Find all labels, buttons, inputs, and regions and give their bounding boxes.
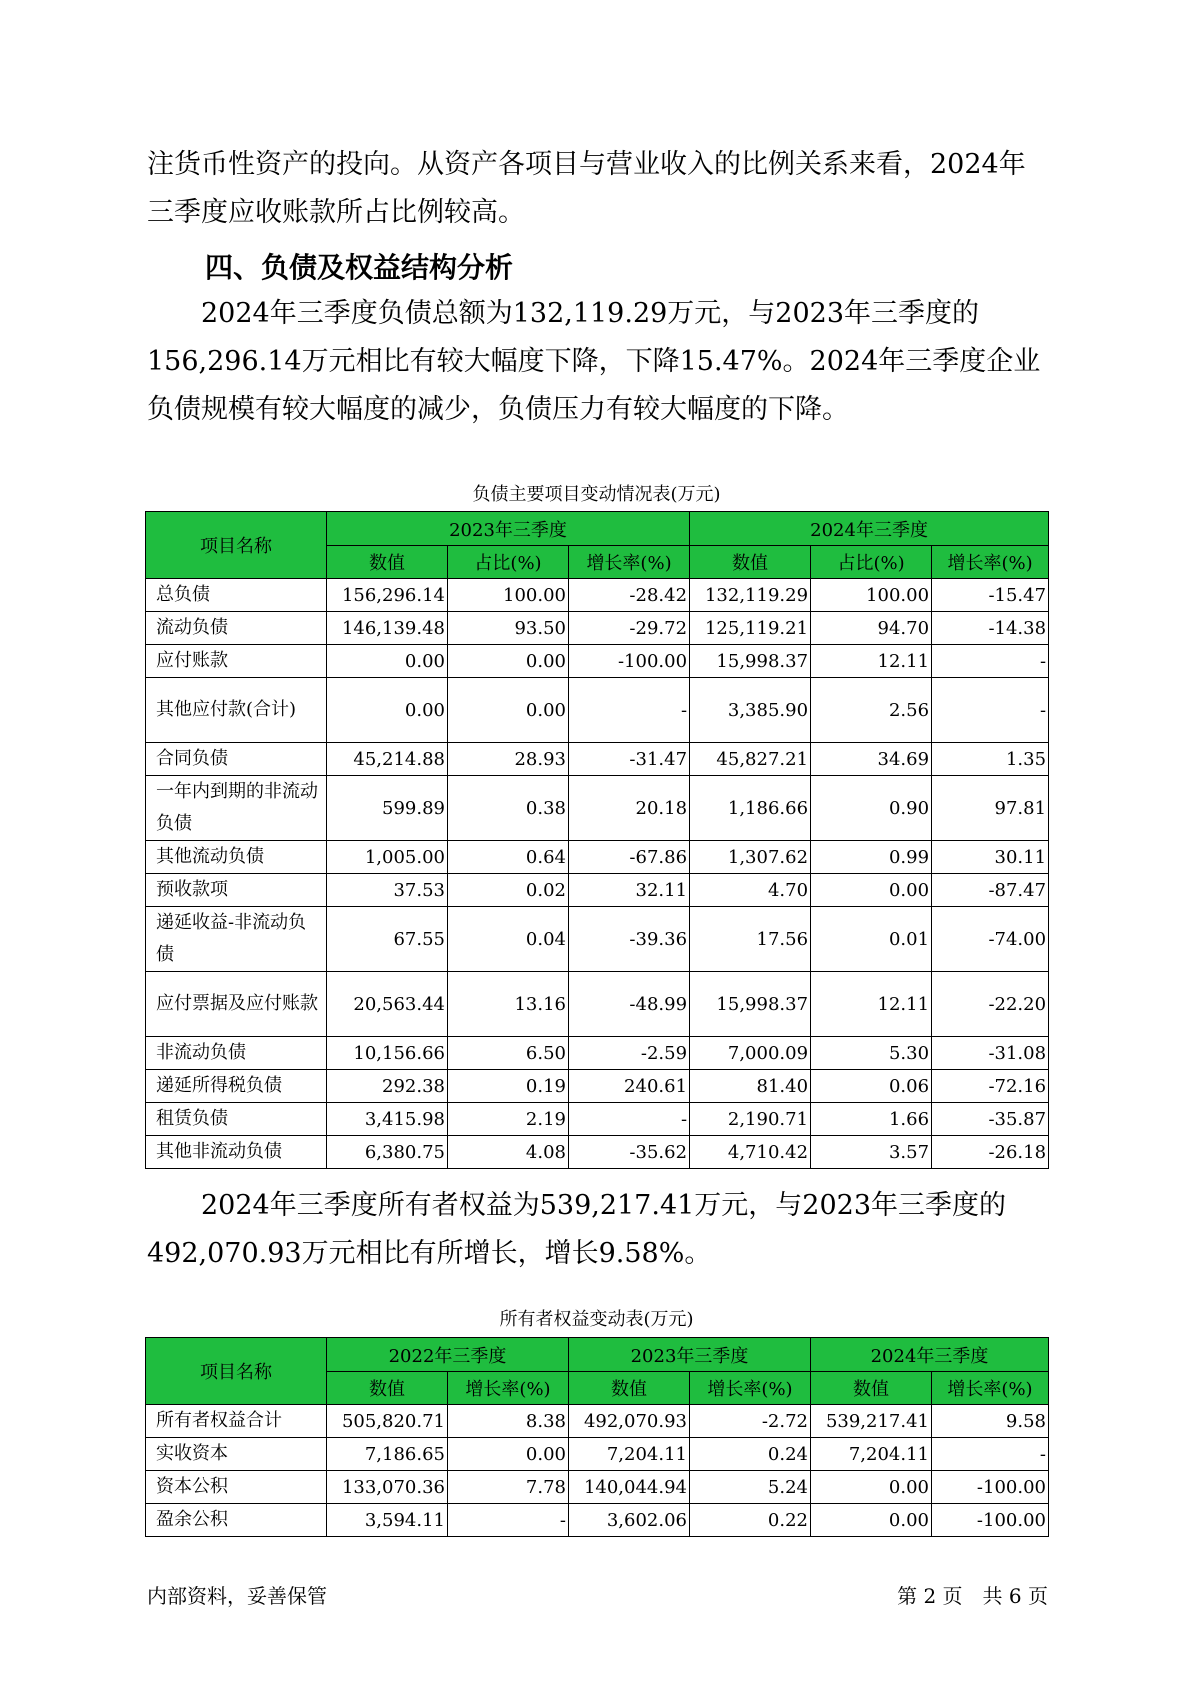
row-item-name: 盈余公积 — [146, 1504, 327, 1537]
table-cell: 0.22 — [690, 1504, 811, 1537]
liability-table-body — [146, 579, 1049, 1169]
table-cell: 7.78 — [448, 1471, 569, 1504]
table-cell: - — [569, 1103, 690, 1136]
table-cell: 0.90 — [811, 776, 932, 841]
table-row — [146, 579, 1049, 612]
table-cell: -35.62 — [569, 1136, 690, 1169]
table-cell: 94.70 — [811, 612, 932, 645]
table-cell: -2.59 — [569, 1037, 690, 1070]
table-cell: 81.40 — [690, 1070, 811, 1103]
table-cell: 17.56 — [690, 907, 811, 972]
table-cell: -28.42 — [569, 579, 690, 612]
table-cell: 15,998.37 — [690, 645, 811, 678]
table-cell: 505,820.71 — [327, 1405, 448, 1438]
row-item-name: 递延所得税负债 — [146, 1070, 327, 1103]
row-item-name: 资本公积 — [146, 1471, 327, 1504]
table-cell: -26.18 — [932, 1136, 1049, 1169]
row-item-name: 应付账款 — [146, 645, 327, 678]
table-cell: -74.00 — [932, 907, 1049, 972]
table-cell: - — [932, 1438, 1049, 1471]
table-row — [146, 776, 1049, 841]
table-cell: 6.50 — [448, 1037, 569, 1070]
table-cell: 6,380.75 — [327, 1136, 448, 1169]
row-item-name: 非流动负债 — [146, 1037, 327, 1070]
table-row — [146, 1070, 1049, 1103]
table-row — [146, 1504, 1049, 1537]
table-cell: -100.00 — [569, 645, 690, 678]
table-cell: 0.64 — [448, 841, 569, 874]
row-item-name: 合同负债 — [146, 743, 327, 776]
table-cell: 45,214.88 — [327, 743, 448, 776]
table-cell: 0.24 — [690, 1438, 811, 1471]
table-row — [146, 841, 1049, 874]
table-cell: 292.38 — [327, 1070, 448, 1103]
table-cell: 132,119.29 — [690, 579, 811, 612]
table-row — [146, 1438, 1049, 1471]
table-cell: 12.11 — [811, 645, 932, 678]
table-cell: 0.00 — [448, 678, 569, 743]
table-cell: 3.57 — [811, 1136, 932, 1169]
table-row — [146, 678, 1049, 743]
table-cell: 3,602.06 — [569, 1504, 690, 1537]
section-heading: 四、负债及权益结构分析 — [205, 251, 514, 284]
table-cell: 539,217.41 — [811, 1405, 932, 1438]
equity-table — [145, 1337, 1049, 1537]
row-item-name: 流动负债 — [146, 612, 327, 645]
table-cell: 599.89 — [327, 776, 448, 841]
liability-table-caption: 负债主要项目变动情况表(万元) — [472, 484, 721, 505]
table-row — [146, 1037, 1049, 1070]
table-row — [146, 1136, 1049, 1169]
table-cell: -87.47 — [932, 874, 1049, 907]
row-item-name: 应付票据及应付账款 — [146, 972, 327, 1037]
table-cell: 0.19 — [448, 1070, 569, 1103]
row-item-name: 其他流动负债 — [146, 841, 327, 874]
paragraph-liabilities-summary: 2024年三季度负债总额为132,119.29万元，与2023年三季度的156,296.14万元相比有较大幅度下降，下降15.47%。2024年三季度企业负债规模有较大幅度的减少，负债压力有较大幅度的下降。 — [147, 298, 1041, 425]
table-cell: 2.19 — [448, 1103, 569, 1136]
table-cell: - — [448, 1504, 569, 1537]
table-cell: 0.01 — [811, 907, 932, 972]
header-growth: 增长率(%) — [932, 1372, 1049, 1405]
table-cell: 125,119.21 — [690, 612, 811, 645]
table-cell: - — [932, 678, 1049, 743]
footer-page-number: 第 2 页 共 6 页 — [897, 1584, 1048, 1608]
paragraph-asset-ratio: 注货币性资产的投向。从资产各项目与营业收入的比例关系来看，2024年三季度应收账款所占比例较高。 — [147, 149, 1026, 228]
table-cell: 20,563.44 — [327, 972, 448, 1037]
table-cell: 10,156.66 — [327, 1037, 448, 1070]
table-cell: 0.00 — [811, 1471, 932, 1504]
table-cell: -22.20 — [932, 972, 1049, 1037]
table-cell: 0.00 — [448, 645, 569, 678]
table-cell: 45,827.21 — [690, 743, 811, 776]
table-cell: -31.47 — [569, 743, 690, 776]
table-cell: 3,594.11 — [327, 1504, 448, 1537]
header-period-2024: 2024年三季度 — [811, 1338, 1049, 1372]
table-cell: 97.81 — [932, 776, 1049, 841]
table-cell: -15.47 — [932, 579, 1049, 612]
table-cell: -100.00 — [932, 1471, 1049, 1504]
table-cell: 0.00 — [327, 678, 448, 743]
header-growth: 增长率(%) — [690, 1372, 811, 1405]
table-cell: 156,296.14 — [327, 579, 448, 612]
table-cell: -100.00 — [932, 1504, 1049, 1537]
table-cell: 4.08 — [448, 1136, 569, 1169]
header-period-2022: 2022年三季度 — [327, 1338, 569, 1372]
header-item-name: 项目名称 — [146, 512, 327, 579]
table-row — [146, 907, 1049, 972]
table-cell: 1,186.66 — [690, 776, 811, 841]
table-cell: 100.00 — [811, 579, 932, 612]
table-cell: 1,005.00 — [327, 841, 448, 874]
row-item-name: 其他应付款(合计) — [146, 678, 327, 743]
table-cell: -35.87 — [932, 1103, 1049, 1136]
table-cell: 146,139.48 — [327, 612, 448, 645]
table-cell: 0.00 — [448, 1438, 569, 1471]
table-cell: 12.11 — [811, 972, 932, 1037]
table-cell: 8.38 — [448, 1405, 569, 1438]
header-share: 占比(%) — [811, 546, 932, 579]
table-cell: 240.61 — [569, 1070, 690, 1103]
table-row — [146, 1405, 1049, 1438]
table-cell: -39.36 — [569, 907, 690, 972]
paragraph-equity-summary: 2024年三季度所有者权益为539,217.41万元，与2023年三季度的492,070.93万元相比有所增长，增长9.58%。 — [147, 1190, 1007, 1269]
footer-confidential-note: 内部资料，妥善保管 — [147, 1584, 327, 1608]
header-item-name: 项目名称 — [146, 1338, 327, 1405]
table-cell: 0.99 — [811, 841, 932, 874]
table-cell: 20.18 — [569, 776, 690, 841]
table-cell: 0.06 — [811, 1070, 932, 1103]
table-cell: 0.02 — [448, 874, 569, 907]
header-growth: 增长率(%) — [569, 546, 690, 579]
header-growth: 增长率(%) — [932, 546, 1049, 579]
table-header-row — [146, 1338, 1049, 1372]
table-cell: 32.11 — [569, 874, 690, 907]
table-cell: - — [932, 645, 1049, 678]
row-item-name: 所有者权益合计 — [146, 1405, 327, 1438]
table-cell: -67.86 — [569, 841, 690, 874]
table-cell: -31.08 — [932, 1037, 1049, 1070]
table-row — [146, 874, 1049, 907]
table-row — [146, 645, 1049, 678]
table-cell: 7,186.65 — [327, 1438, 448, 1471]
table-cell: 9.58 — [932, 1405, 1049, 1438]
table-row — [146, 972, 1049, 1037]
row-item-name: 其他非流动负债 — [146, 1136, 327, 1169]
equity-table-body — [146, 1405, 1049, 1537]
table-cell: 1.35 — [932, 743, 1049, 776]
table-cell: 140,044.94 — [569, 1471, 690, 1504]
table-cell: -29.72 — [569, 612, 690, 645]
header-period-2023: 2023年三季度 — [327, 512, 690, 546]
equity-table-caption: 所有者权益变动表(万元) — [499, 1309, 694, 1330]
table-cell: 5.24 — [690, 1471, 811, 1504]
table-cell: 5.30 — [811, 1037, 932, 1070]
table-cell: -48.99 — [569, 972, 690, 1037]
header-value: 数值 — [327, 546, 448, 579]
table-cell: 13.16 — [448, 972, 569, 1037]
header-period-2023: 2023年三季度 — [569, 1338, 811, 1372]
table-cell: 0.00 — [327, 645, 448, 678]
table-cell: 7,204.11 — [569, 1438, 690, 1471]
row-item-name: 递延收益-非流动负债 — [146, 907, 327, 972]
header-value: 数值 — [811, 1372, 932, 1405]
table-cell: 0.38 — [448, 776, 569, 841]
header-period-2024: 2024年三季度 — [690, 512, 1049, 546]
table-cell: -2.72 — [690, 1405, 811, 1438]
table-cell: 2.56 — [811, 678, 932, 743]
row-item-name: 一年内到期的非流动负债 — [146, 776, 327, 841]
table-cell: 3,415.98 — [327, 1103, 448, 1136]
table-row — [146, 1471, 1049, 1504]
table-cell: 0.04 — [448, 907, 569, 972]
table-cell: 15,998.37 — [690, 972, 811, 1037]
table-cell: -14.38 — [932, 612, 1049, 645]
row-item-name: 预收款项 — [146, 874, 327, 907]
table-cell: 34.69 — [811, 743, 932, 776]
table-row — [146, 743, 1049, 776]
table-cell: 3,385.90 — [690, 678, 811, 743]
table-cell: 7,000.09 — [690, 1037, 811, 1070]
table-cell: 93.50 — [448, 612, 569, 645]
table-cell: 4.70 — [690, 874, 811, 907]
table-header-row — [146, 512, 1049, 546]
table-cell: 7,204.11 — [811, 1438, 932, 1471]
table-cell: 0.00 — [811, 1504, 932, 1537]
row-item-name: 实收资本 — [146, 1438, 327, 1471]
row-item-name: 租赁负债 — [146, 1103, 327, 1136]
table-cell: 0.00 — [811, 874, 932, 907]
table-cell: - — [569, 678, 690, 743]
header-value: 数值 — [690, 546, 811, 579]
liability-table — [145, 511, 1049, 1169]
table-row — [146, 612, 1049, 645]
header-growth: 增长率(%) — [448, 1372, 569, 1405]
table-cell: 30.11 — [932, 841, 1049, 874]
table-cell: 100.00 — [448, 579, 569, 612]
table-cell: 67.55 — [327, 907, 448, 972]
table-row — [146, 1103, 1049, 1136]
table-cell: 4,710.42 — [690, 1136, 811, 1169]
table-cell: 37.53 — [327, 874, 448, 907]
table-cell: 2,190.71 — [690, 1103, 811, 1136]
table-cell: 1,307.62 — [690, 841, 811, 874]
table-cell: -72.16 — [932, 1070, 1049, 1103]
table-cell: 133,070.36 — [327, 1471, 448, 1504]
header-value: 数值 — [569, 1372, 690, 1405]
table-cell: 1.66 — [811, 1103, 932, 1136]
table-cell: 492,070.93 — [569, 1405, 690, 1438]
table-cell: 28.93 — [448, 743, 569, 776]
header-share: 占比(%) — [448, 546, 569, 579]
row-item-name: 总负债 — [146, 579, 327, 612]
header-value: 数值 — [327, 1372, 448, 1405]
